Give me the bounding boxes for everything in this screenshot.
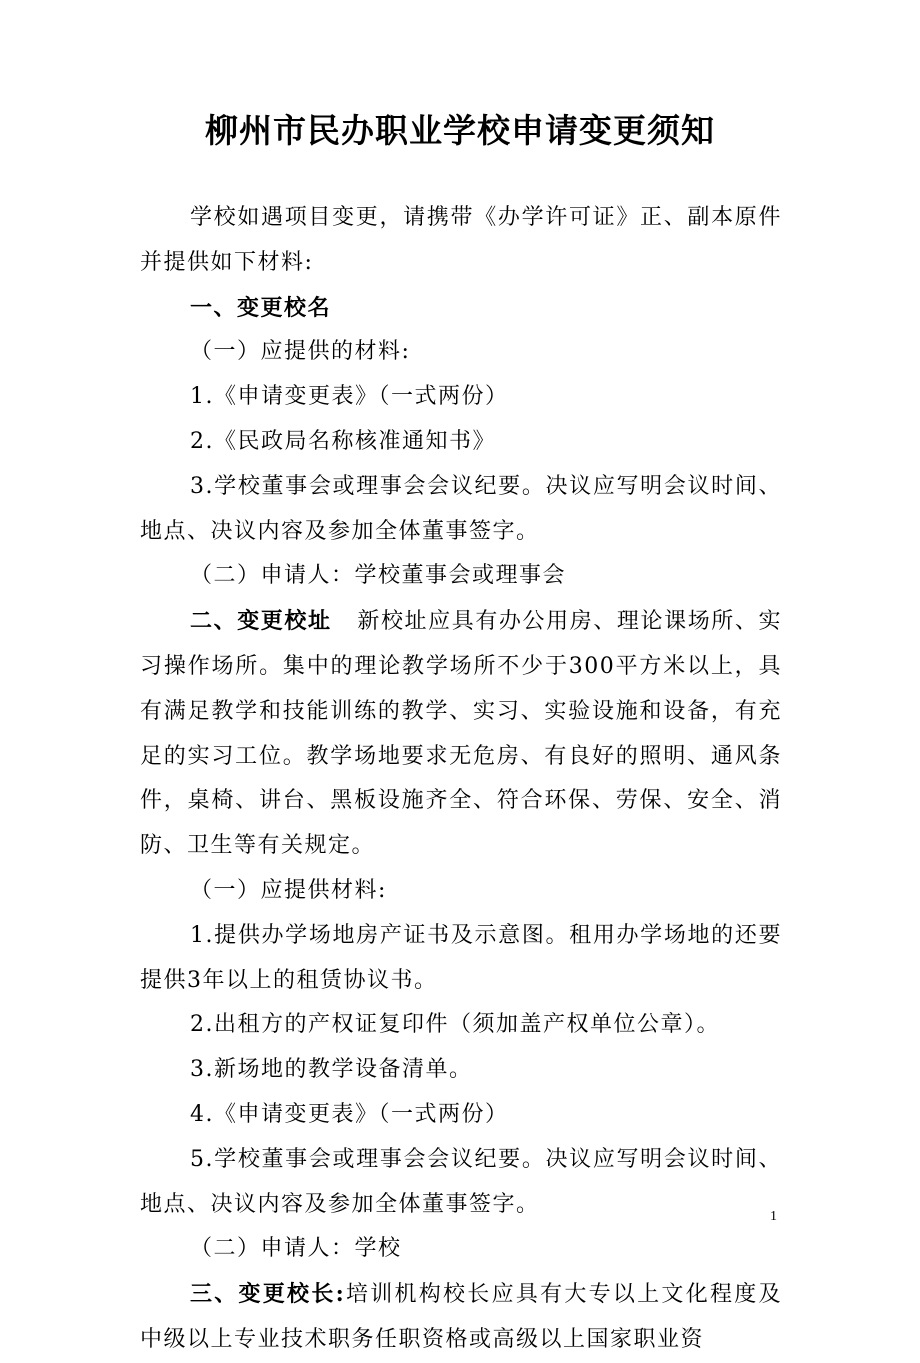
page-number: 1 xyxy=(770,1209,777,1224)
section-3-description: 培训机构校长应具有大专以上文化程度及中级以上专业技术职务任职资格或高级以上国家职业资 xyxy=(140,1282,782,1352)
section-2-heading: 二、变更校址 xyxy=(190,608,332,635)
section-1-heading: 一、变更校名 xyxy=(190,294,332,321)
section-1-item-3: 3.学校董事会或理事会会议纪要。决议应写明会议时间、地点、决议内容及参加全体董事签字。 xyxy=(140,473,782,544)
section-1-sub2: （二）申请人：学校董事会或理事会 xyxy=(190,563,567,589)
document-body xyxy=(140,196,782,1363)
section-2-description: 新校址应具有办公用房、理论课场所、实习操作场所。集中的理论教学场所不少于300平方米以上，具有满足教学和技能训练的教学、实习、实验设施和设备，有充足的实习工位。教学场地要求无危房、有良好的照明、通风条件，桌椅、讲台、黑板设施齐全、符合环保、劳保、安全、消防、卫生等有关规定。 xyxy=(140,609,782,859)
section-2-sub1: （一）应提供材料: xyxy=(190,877,387,903)
section-2-item-1: 1.提供办学场地房产证书及示意图。租用办学场地的还要提供3年以上的租赁协议书。 xyxy=(140,922,782,993)
section-1-item-1: 1.《申请变更表》（一式两份） xyxy=(190,384,509,410)
section-3-paragraph xyxy=(140,1272,782,1363)
section-2-item-4: 4.《申请变更表》（一式两份） xyxy=(190,1101,509,1127)
section-2-paragraph xyxy=(140,599,782,869)
section-2-item-5: 5.学校董事会或理事会会议纪要。决议应写明会议时间、地点、决议内容及参加全体董事签字。 xyxy=(140,1146,782,1217)
section-2-item-3: 3.新场地的教学设备清单。 xyxy=(190,1057,473,1083)
section-1-sub1: （一）应提供的材料: xyxy=(190,339,411,365)
section-1-item-2: 2.《民政局名称核准通知书》 xyxy=(190,428,496,454)
document-title: 柳州市民办职业学校申请变更须知 xyxy=(205,111,715,150)
section-2-sub2: （二）申请人：学校 xyxy=(190,1236,402,1262)
intro-paragraph: 学校如遇项目变更，请携带《办学许可证》正、副本原件并提供如下材料: xyxy=(140,205,782,275)
section-3-heading: 三、变更校长: xyxy=(190,1281,346,1308)
section-2-item-2: 2.出租方的产权证复印件（须加盖产权单位公章）。 xyxy=(190,1012,720,1038)
